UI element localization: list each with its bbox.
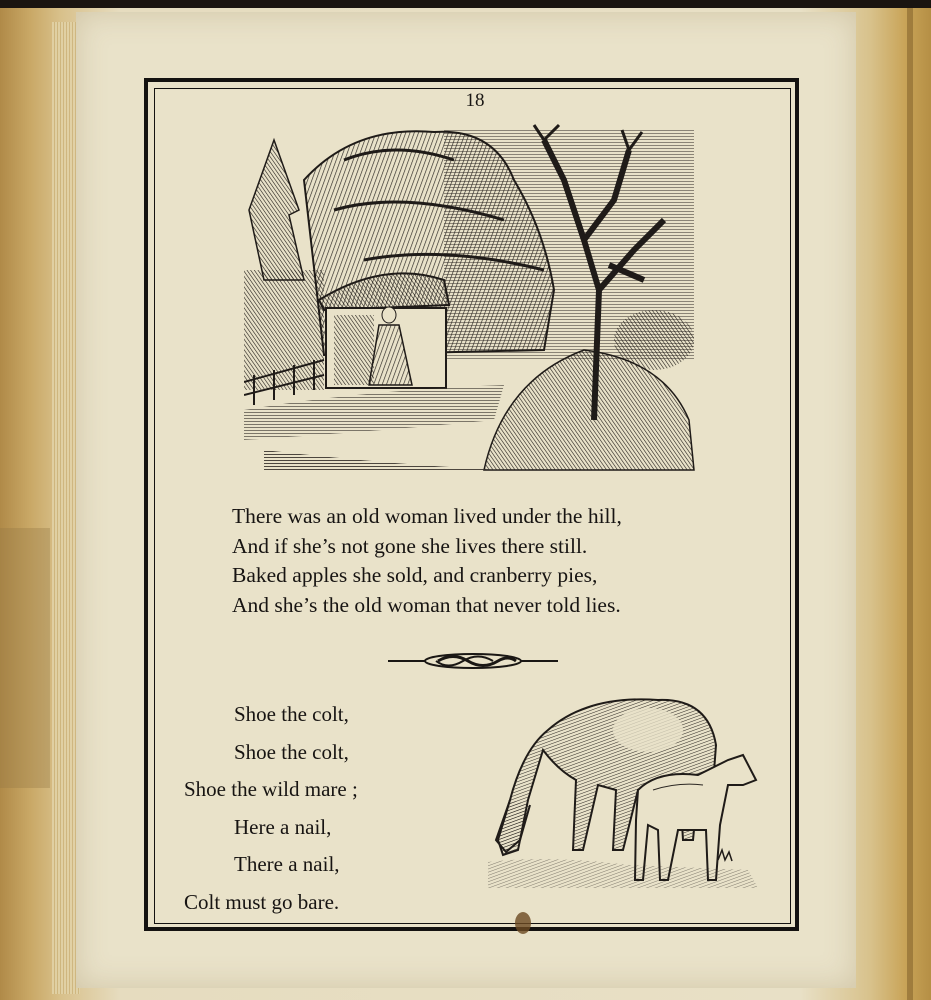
cottage-woodcut-icon — [244, 120, 704, 481]
verse-line: And she’s the old woman that never told lies. — [232, 592, 621, 617]
verse-line: Baked apples she sold, and cranberry pies, — [232, 563, 598, 587]
verse-line: Shoe the wild mare ; — [184, 777, 358, 801]
verse-line: And if she’s not gone she lives there still. — [232, 533, 588, 558]
page-number: 18 — [465, 90, 485, 111]
ornament-divider-icon — [388, 650, 558, 677]
verse-line: Shoe the colt, — [234, 739, 349, 764]
verse-shoe-the-colt — [180, 696, 440, 921]
ink-blot — [515, 912, 531, 934]
verse-old-woman — [232, 502, 752, 620]
verse-line: Shoe the colt, — [234, 702, 349, 726]
edge-stain — [0, 528, 50, 788]
mare-and-colt-woodcut-icon — [488, 690, 768, 905]
verse-line: Here a nail, — [234, 814, 332, 839]
verse-line: There a nail, — [234, 852, 340, 876]
verse-line: Colt must go bare. — [184, 889, 340, 914]
verse-line: There was an old woman lived under the hill, — [232, 504, 622, 528]
right-binding-edge — [907, 8, 913, 1000]
